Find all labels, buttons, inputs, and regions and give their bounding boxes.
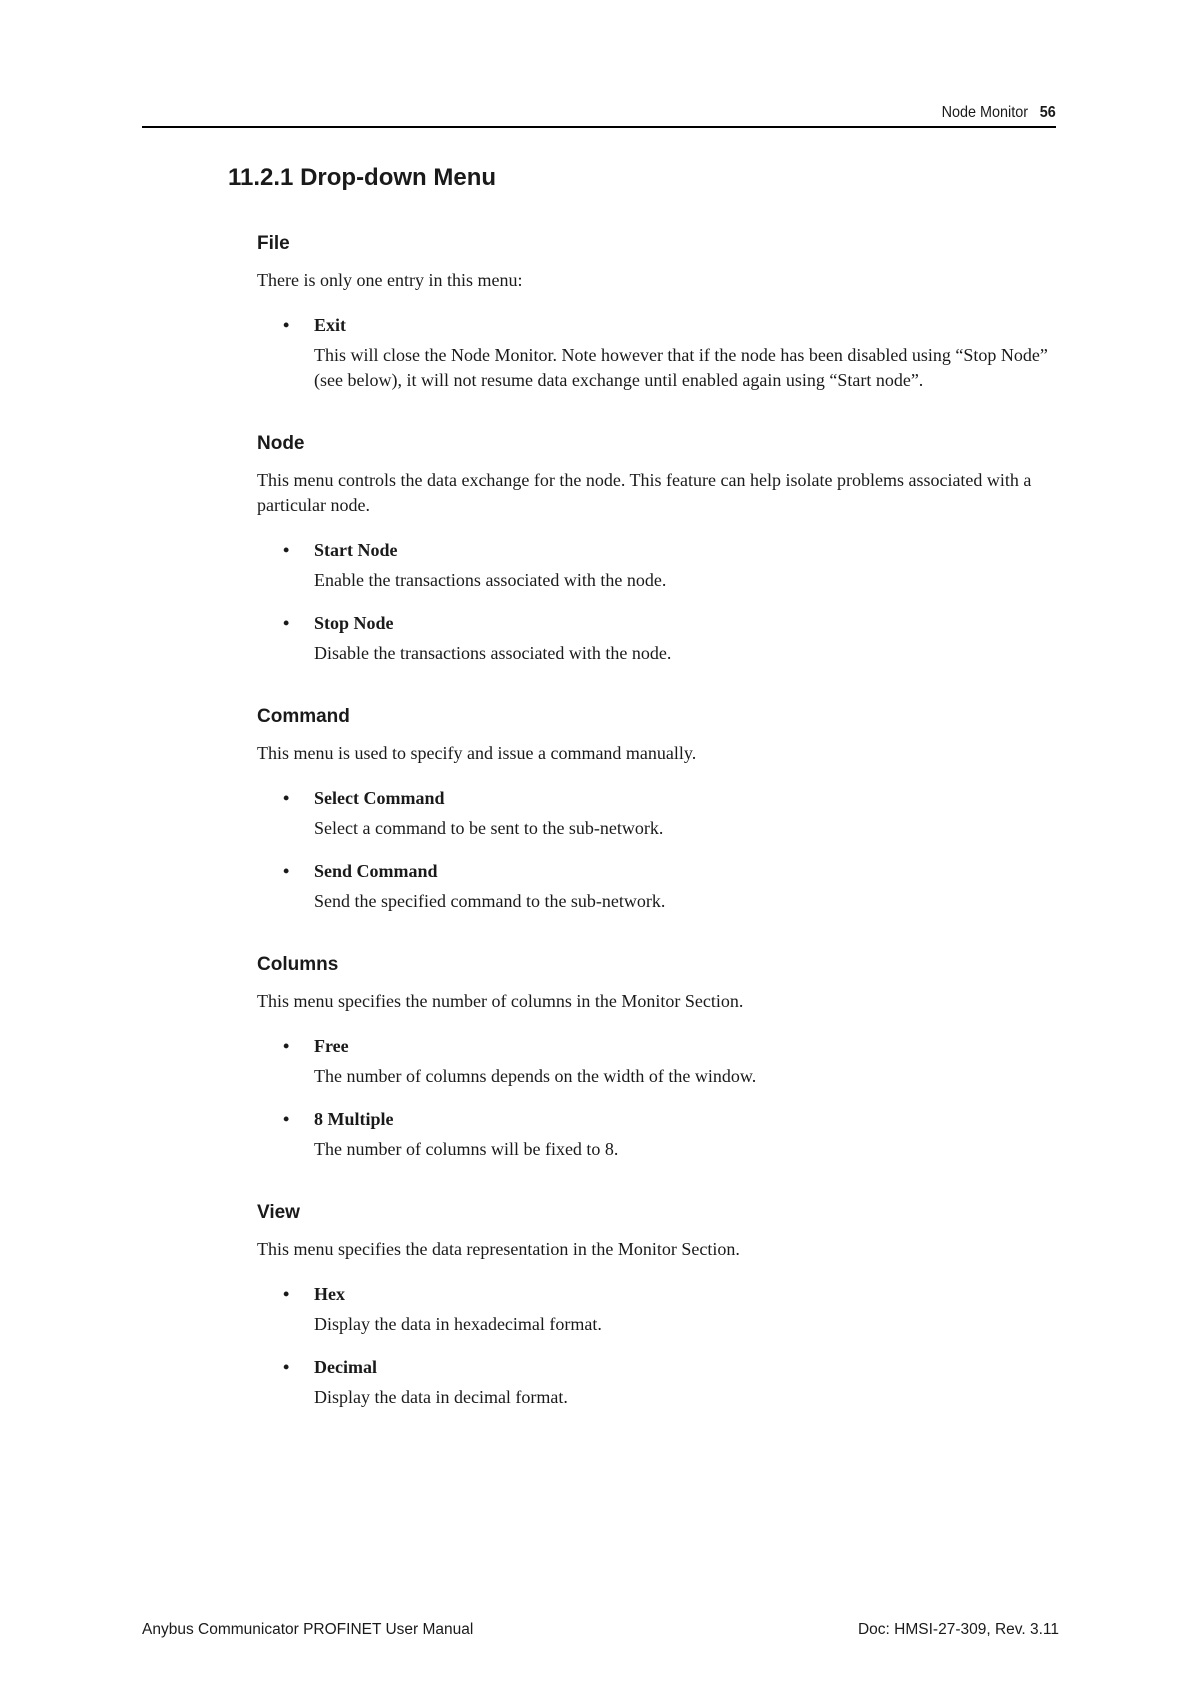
menu-entry-description: The number of columns will be fixed to 8.: [314, 1139, 619, 1159]
menu-entry-description: Enable the transactions associated with the node.: [314, 570, 667, 590]
section-title: 11.2.1 Drop-down Menu: [228, 164, 497, 191]
menu-description: This menu is used to specify and issue a command manually.: [257, 743, 697, 763]
footer-doc-id: Doc: HMSI-27-309, Rev. 3.11: [857, 1621, 1059, 1638]
menu-entry-name: Select Command: [314, 788, 445, 808]
menu-entry-name: Send Command: [314, 861, 438, 881]
menu-entry: [257, 1107, 1057, 1162]
menu-heading: File: [257, 233, 290, 254]
header-title: Node Monitor: [941, 104, 1028, 121]
menu-entry: [257, 538, 1057, 593]
menu-entry-description: Display the data in decimal format.: [314, 1387, 568, 1407]
menu-entry: [257, 786, 1057, 841]
menu-entry-description: Disable the transactions associated with the node.: [314, 643, 672, 663]
menu-heading: Node: [257, 433, 305, 454]
bullet-icon: •: [283, 540, 290, 560]
menu-entry-name: Start Node: [314, 540, 398, 560]
menu-entry-description: Select a command to be sent to the sub-network.: [314, 818, 664, 838]
menu-description: This menu controls the data exchange for the node. This feature can help isolate problems associated with a particular node.: [257, 470, 1032, 515]
document-body: [257, 231, 1057, 1448]
menu-entry-description: This will close the Node Monitor. Note however that if the node has been disabled using “Stop Node” (see below), it will not resume data exchange until enabled again using “Start node”.: [314, 345, 1048, 390]
menu-entry-name: Stop Node: [314, 613, 394, 633]
menu-entry: [257, 859, 1057, 914]
menu-entry-name: Free: [314, 1036, 349, 1056]
menu-heading: View: [257, 1202, 300, 1223]
bullet-icon: •: [283, 1284, 290, 1304]
menu-entry-name: Decimal: [314, 1357, 377, 1377]
running-header: [142, 100, 1056, 128]
page-number: 56: [1039, 104, 1056, 121]
menu-entry-description: Display the data in hexadecimal format.: [314, 1314, 602, 1334]
menu-description: There is only one entry in this menu:: [257, 270, 523, 290]
menu-entry: [257, 611, 1057, 666]
menu-entry: [257, 1034, 1057, 1089]
bullet-icon: •: [283, 315, 290, 335]
menu-entry: [257, 1282, 1057, 1337]
bullet-icon: •: [283, 788, 290, 808]
menu-description: This menu specifies the data representation in the Monitor Section.: [257, 1239, 740, 1259]
bullet-icon: •: [283, 1357, 290, 1377]
menu-entry: [257, 1355, 1057, 1410]
menu-section-file: [257, 231, 1057, 393]
menu-entry-name: Exit: [314, 315, 347, 335]
menu-section-node: [257, 431, 1057, 666]
menu-entry-name: 8 Multiple: [314, 1109, 394, 1129]
menu-section-command: [257, 704, 1057, 914]
menu-section-view: [257, 1200, 1057, 1410]
menu-heading: Columns: [257, 954, 339, 975]
menu-heading: Command: [257, 706, 350, 727]
menu-section-columns: [257, 952, 1057, 1162]
menu-entry-description: Send the specified command to the sub-network.: [314, 891, 666, 911]
menu-description: This menu specifies the number of columns in the Monitor Section.: [257, 991, 744, 1011]
menu-entry-name: Hex: [314, 1284, 345, 1304]
menu-entry: [257, 313, 1057, 393]
bullet-icon: •: [283, 613, 290, 633]
bullet-icon: •: [283, 1036, 290, 1056]
footer-manual-title: Anybus Communicator PROFINET User Manual: [142, 1621, 474, 1638]
bullet-icon: •: [283, 861, 290, 881]
bullet-icon: •: [283, 1109, 290, 1129]
menu-entry-description: The number of columns depends on the width of the window.: [314, 1066, 757, 1086]
